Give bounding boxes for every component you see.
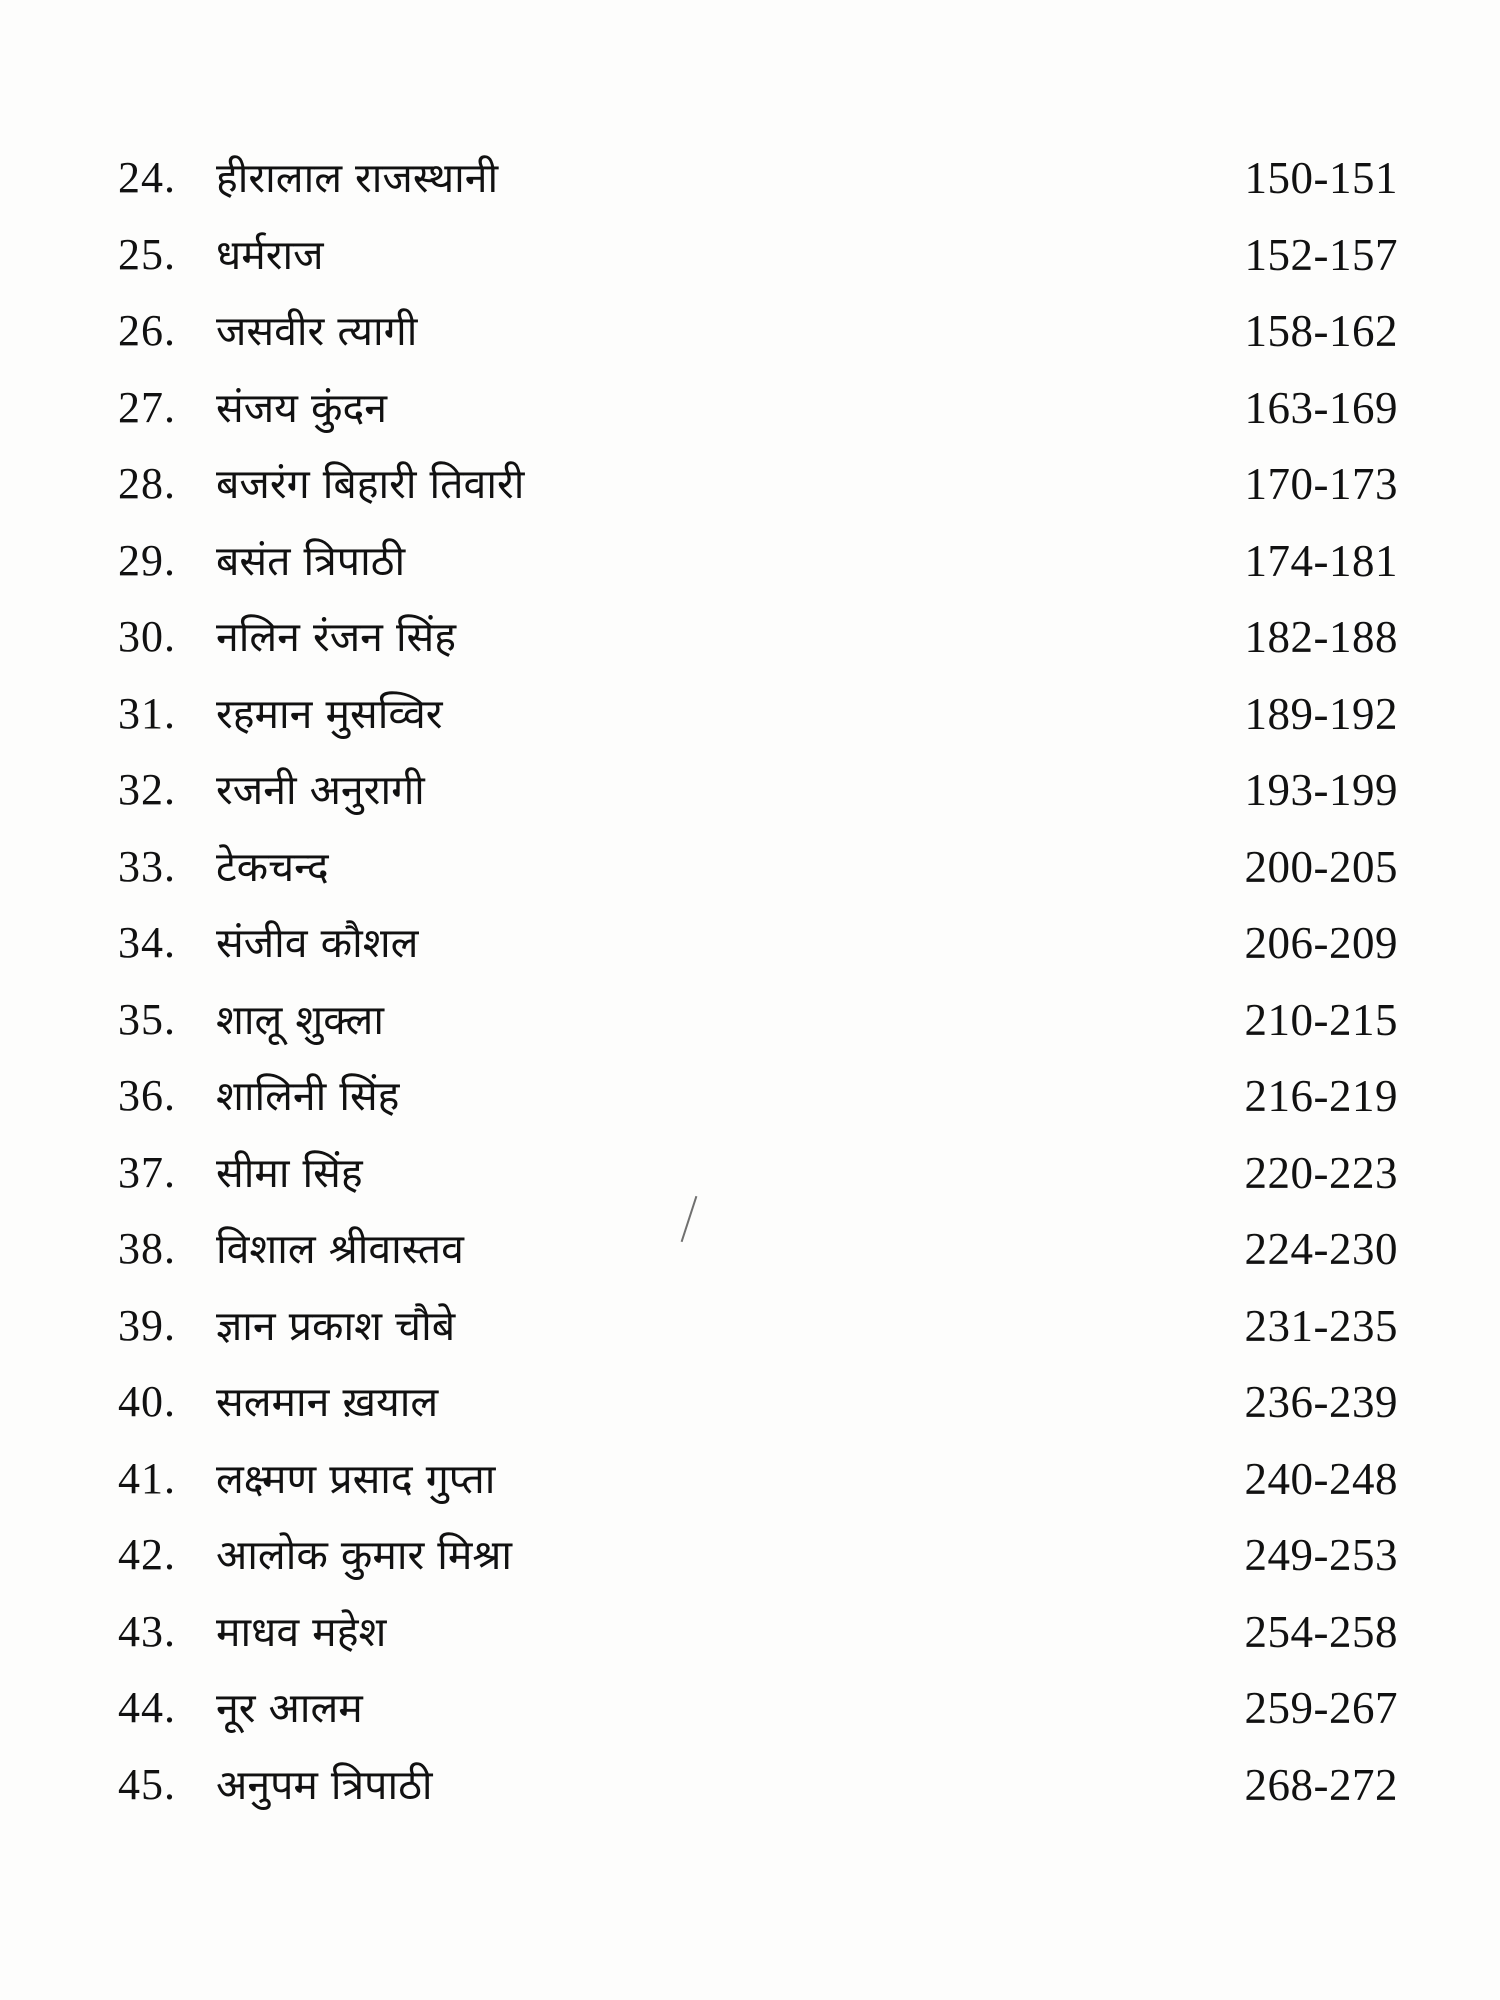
toc-entry-number: 33. xyxy=(118,841,176,891)
toc-entry-number: 35. xyxy=(118,994,176,1044)
toc-entry xyxy=(118,829,1398,906)
toc-entry-pages: 182-188 xyxy=(1244,612,1398,662)
toc-entry-title: लक्ष्मण प्रसाद गुप्ता xyxy=(216,1454,496,1503)
toc-entry-title: शालू शुक्ला xyxy=(216,995,384,1044)
toc-entry-pages: 240-248 xyxy=(1244,1453,1398,1504)
toc-entry xyxy=(118,1441,1398,1518)
toc-entry-title: शालिनी सिंह xyxy=(216,1072,400,1120)
toc-entry-title: सीमा सिंह xyxy=(216,1148,363,1197)
toc-entry-pages: 236-239 xyxy=(1244,1377,1398,1427)
toc-entry-number: 25. xyxy=(118,229,176,279)
toc-entry-title: माधव महेश xyxy=(216,1607,387,1656)
toc-entry xyxy=(118,752,1398,829)
toc-entry xyxy=(118,905,1398,982)
toc-entry-pages: 254-258 xyxy=(1244,1606,1398,1657)
toc-entry xyxy=(118,140,1398,217)
toc-entry-number: 45. xyxy=(118,1759,176,1809)
toc-entry-pages: 163-169 xyxy=(1244,382,1398,433)
toc-entry-pages: 158-162 xyxy=(1244,306,1398,356)
toc-entry-pages: 216-219 xyxy=(1244,1071,1398,1121)
toc-entry-pages: 210-215 xyxy=(1244,994,1398,1045)
toc-entry xyxy=(118,523,1398,600)
toc-entry-pages: 150-151 xyxy=(1244,153,1398,203)
toc-entry xyxy=(118,217,1398,294)
toc-entry-title: आलोक कुमार मिश्रा xyxy=(216,1531,513,1579)
toc-entry-pages: 193-199 xyxy=(1244,765,1398,815)
toc-entry-number: 38. xyxy=(118,1224,176,1273)
toc-entry-title: रहमान मुसव्विर xyxy=(216,689,443,738)
toc-entry-pages: 152-157 xyxy=(1244,229,1398,280)
toc-entry xyxy=(118,1594,1398,1671)
toc-entry-number: 40. xyxy=(118,1377,176,1426)
toc-entry-number: 34. xyxy=(118,918,176,967)
toc-entry xyxy=(118,1364,1398,1441)
toc-entry-number: 29. xyxy=(118,535,176,585)
toc-entry-title: नलिन रंजन सिंह xyxy=(216,613,457,661)
toc-entry-title: विशाल श्रीवास्तव xyxy=(216,1225,464,1273)
toc-entry xyxy=(118,1211,1398,1288)
toc-entry-title: टेकचन्द xyxy=(216,842,329,891)
toc-entry xyxy=(118,1747,1398,1824)
toc-entry-number: 36. xyxy=(118,1071,176,1120)
toc-entry-title: ज्ञान प्रकाश चौबे xyxy=(216,1301,456,1350)
toc-entry xyxy=(118,1135,1398,1212)
toc-entry-pages: 224-230 xyxy=(1244,1224,1398,1274)
toc-entry-number: 41. xyxy=(118,1453,176,1503)
toc-entry-pages: 174-181 xyxy=(1244,535,1398,586)
toc-entry-title: संजय कुंदन xyxy=(216,383,387,432)
toc-entry-pages: 231-235 xyxy=(1244,1300,1398,1351)
toc-entry-pages: 200-205 xyxy=(1244,841,1398,892)
toc-entry-pages: 268-272 xyxy=(1244,1759,1398,1810)
toc-entry xyxy=(118,370,1398,447)
toc-entry-title: रजनी अनुरागी xyxy=(216,766,425,814)
toc-entry-pages: 249-253 xyxy=(1244,1530,1398,1580)
toc-entry-pages: 220-223 xyxy=(1244,1147,1398,1198)
toc-entry-number: 28. xyxy=(118,459,176,508)
toc-entry-title: बसंत त्रिपाठी xyxy=(216,536,406,585)
toc-entry xyxy=(118,1670,1398,1747)
toc-entry-number: 24. xyxy=(118,153,176,202)
toc-entry-number: 26. xyxy=(118,306,176,355)
toc-entry-title: नूर आलम xyxy=(216,1684,363,1732)
toc-entry-number: 37. xyxy=(118,1147,176,1197)
toc-entry xyxy=(118,982,1398,1059)
toc-entry-pages: 189-192 xyxy=(1244,688,1398,739)
toc-entry-number: 42. xyxy=(118,1530,176,1579)
toc-entry-number: 44. xyxy=(118,1683,176,1732)
table-of-contents xyxy=(118,140,1398,1823)
toc-entry xyxy=(118,1058,1398,1135)
toc-entry-number: 43. xyxy=(118,1606,176,1656)
toc-entry-number: 30. xyxy=(118,612,176,661)
toc-entry xyxy=(118,676,1398,753)
toc-entry-pages: 206-209 xyxy=(1244,918,1398,968)
toc-entry-title: अनुपम त्रिपाठी xyxy=(216,1760,433,1809)
toc-entry xyxy=(118,446,1398,523)
toc-entry xyxy=(118,599,1398,676)
toc-entry-number: 39. xyxy=(118,1300,176,1350)
toc-entry-title: बजरंग बिहारी तिवारी xyxy=(216,460,525,508)
toc-entry-number: 31. xyxy=(118,688,176,738)
toc-entry xyxy=(118,293,1398,370)
toc-entry-number: 32. xyxy=(118,765,176,814)
toc-entry-title: हीरालाल राजस्थानी xyxy=(216,154,499,202)
toc-entry-pages: 259-267 xyxy=(1244,1683,1398,1733)
toc-entry-title: सलमान ख़याल xyxy=(216,1378,439,1426)
toc-entry-title: धर्मराज xyxy=(216,230,324,279)
toc-entry-number: 27. xyxy=(118,382,176,432)
toc-entry xyxy=(118,1517,1398,1594)
toc-entry-pages: 170-173 xyxy=(1244,459,1398,509)
toc-entry-title: संजीव कौशल xyxy=(216,919,419,967)
toc-entry xyxy=(118,1288,1398,1365)
toc-entry-title: जसवीर त्यागी xyxy=(216,307,418,355)
